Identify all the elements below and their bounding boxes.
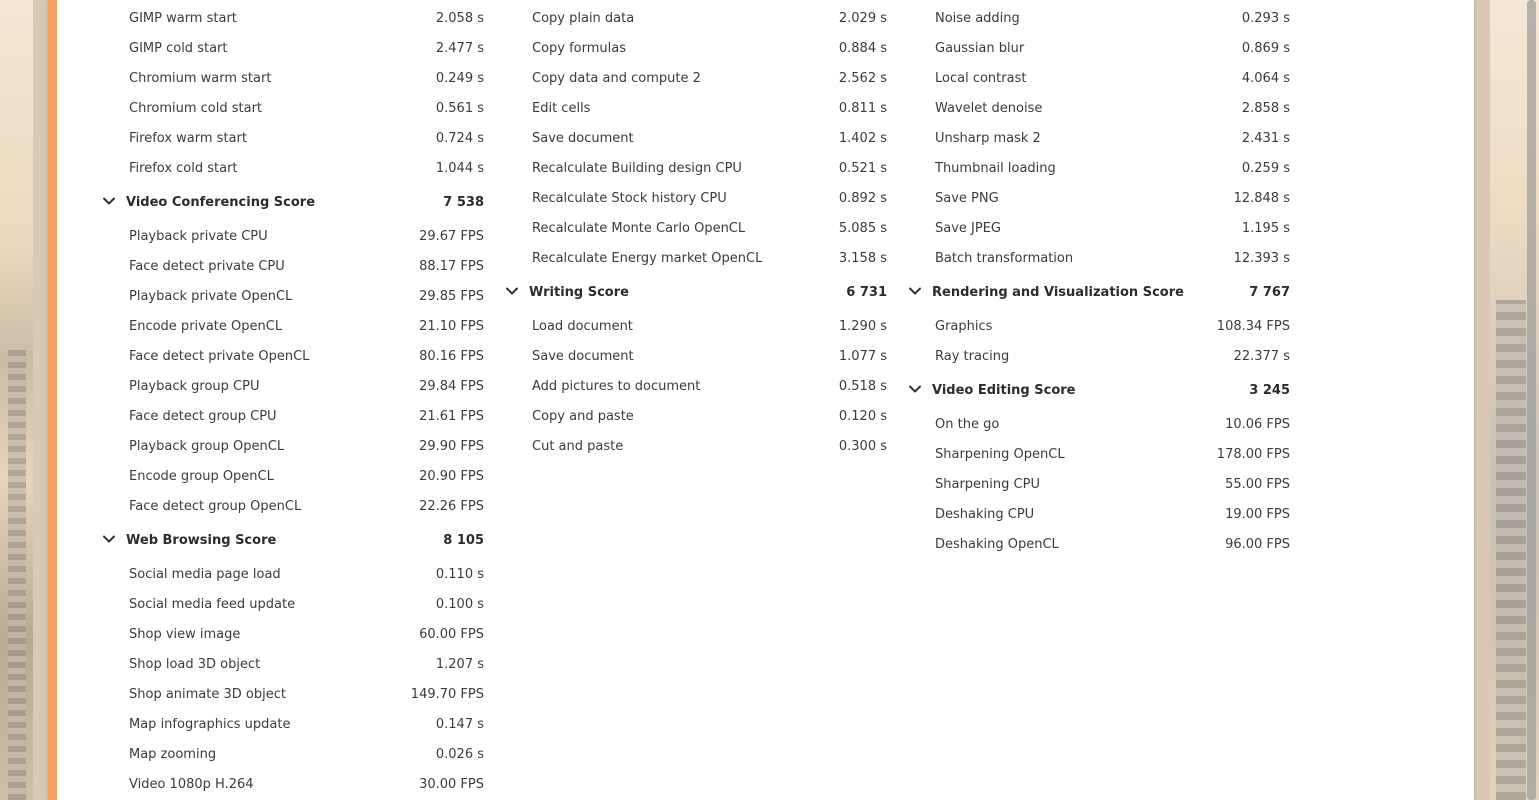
benchmark-row <box>100 461 484 491</box>
score-group-header[interactable] <box>503 273 887 311</box>
benchmark-row <box>906 409 1290 439</box>
benchmark-row <box>100 709 484 739</box>
benchmark-row <box>100 3 484 33</box>
benchmark-value: 20.90 FPS <box>419 468 484 484</box>
benchmark-value: 55.00 FPS <box>1225 476 1290 492</box>
benchmark-value: 3.158 s <box>838 250 887 266</box>
benchmark-value: 0.869 s <box>1241 40 1290 56</box>
benchmark-value: 21.10 FPS <box>419 318 484 334</box>
benchmark-label: GIMP cold start <box>129 40 228 56</box>
benchmark-value: 0.884 s <box>838 40 887 56</box>
benchmark-label: Save document <box>532 130 634 146</box>
benchmark-value: 108.34 FPS <box>1216 318 1290 334</box>
score-group-value: 7 767 <box>1249 284 1290 300</box>
benchmark-value: 21.61 FPS <box>419 408 484 424</box>
benchmark-row <box>503 93 887 123</box>
benchmark-row <box>503 3 887 33</box>
benchmark-row <box>503 63 887 93</box>
score-group-title: Rendering and Visualization Score <box>932 284 1184 300</box>
benchmark-label: Social media feed update <box>129 596 296 612</box>
benchmark-label: GIMP warm start <box>129 10 237 26</box>
benchmark-value: 4.064 s <box>1241 70 1290 86</box>
benchmark-label: Playback group CPU <box>129 378 260 394</box>
benchmark-value: 0.110 s <box>435 566 484 582</box>
benchmark-row <box>503 33 887 63</box>
benchmark-row <box>906 439 1290 469</box>
score-group-header[interactable] <box>906 371 1290 409</box>
benchmark-value: 10.06 FPS <box>1225 416 1290 432</box>
benchmark-label: Sharpening OpenCL <box>935 446 1065 462</box>
benchmark-label: Face detect private CPU <box>129 258 285 274</box>
benchmark-value: 19.00 FPS <box>1225 506 1290 522</box>
benchmark-value: 0.259 s <box>1241 160 1290 176</box>
benchmark-value: 0.300 s <box>838 438 887 454</box>
benchmark-value: 0.892 s <box>838 190 887 206</box>
benchmark-value: 0.100 s <box>435 596 484 612</box>
benchmark-label: Add pictures to document <box>532 378 701 394</box>
benchmark-row <box>100 281 484 311</box>
benchmark-label: Cut and paste <box>532 438 624 454</box>
benchmark-label: Video 1080p H.264 <box>129 776 254 792</box>
benchmark-value: 0.521 s <box>838 160 887 176</box>
benchmark-label: Map infographics update <box>129 716 291 732</box>
benchmark-value: 29.90 FPS <box>419 438 484 454</box>
benchmark-row <box>100 431 484 461</box>
benchmark-row <box>503 431 887 461</box>
benchmark-value: 80.16 FPS <box>419 348 484 364</box>
benchmark-row <box>100 769 484 799</box>
benchmark-label: Recalculate Stock history CPU <box>532 190 727 206</box>
benchmark-row <box>906 311 1290 341</box>
benchmark-row <box>100 33 484 63</box>
benchmark-label: Recalculate Energy market OpenCL <box>532 250 763 266</box>
benchmark-value: 29.84 FPS <box>419 378 484 394</box>
benchmark-label: On the go <box>935 416 1000 432</box>
chevron-down-icon[interactable] <box>102 532 118 548</box>
score-group-title: Writing Score <box>529 284 629 300</box>
benchmark-value: 2.029 s <box>838 10 887 26</box>
score-group-value: 7 538 <box>443 194 484 210</box>
benchmark-row <box>906 63 1290 93</box>
benchmark-label: Social media page load <box>129 566 281 582</box>
benchmark-row <box>906 213 1290 243</box>
benchmark-value: 1.195 s <box>1241 220 1290 236</box>
benchmark-label: Unsharp mask 2 <box>935 130 1041 146</box>
benchmark-row <box>503 243 887 273</box>
benchmark-row <box>906 153 1290 183</box>
benchmark-label: Copy and paste <box>532 408 634 424</box>
score-group-header[interactable] <box>906 273 1290 311</box>
benchmark-label: Noise adding <box>935 10 1020 26</box>
benchmark-value: 0.561 s <box>435 100 484 116</box>
benchmark-label: Face detect group CPU <box>129 408 277 424</box>
benchmark-label: Map zooming <box>129 746 217 762</box>
benchmark-value: 0.293 s <box>1241 10 1290 26</box>
benchmark-value: 0.026 s <box>435 746 484 762</box>
benchmark-label: Shop animate 3D object <box>129 686 286 702</box>
benchmark-label: Sharpening CPU <box>935 476 1040 492</box>
benchmark-value: 22.377 s <box>1233 348 1290 364</box>
results-column-2 <box>503 0 887 461</box>
score-group-header[interactable] <box>100 521 484 559</box>
benchmark-row <box>100 371 484 401</box>
benchmark-value: 1.077 s <box>838 348 887 364</box>
benchmark-value: 1.044 s <box>435 160 484 176</box>
benchmark-value: 22.26 FPS <box>419 498 484 514</box>
benchmark-row <box>100 221 484 251</box>
benchmark-value: 178.00 FPS <box>1216 446 1290 462</box>
benchmark-row <box>906 529 1290 559</box>
benchmark-label: Graphics <box>935 318 993 334</box>
benchmark-value: 29.67 FPS <box>419 228 484 244</box>
benchmark-value: 0.249 s <box>435 70 484 86</box>
benchmark-value: 12.848 s <box>1233 190 1290 206</box>
benchmark-value: 0.724 s <box>435 130 484 146</box>
benchmark-row <box>503 401 887 431</box>
page-scrollbar[interactable] <box>1527 0 1536 800</box>
benchmark-label: Copy plain data <box>532 10 635 26</box>
benchmark-row <box>100 679 484 709</box>
benchmark-row <box>503 153 887 183</box>
benchmark-label: Save document <box>532 348 634 364</box>
benchmark-row <box>906 341 1290 371</box>
benchmark-row <box>906 3 1290 33</box>
benchmark-label: Playback private OpenCL <box>129 288 293 304</box>
benchmark-label: Deshaking CPU <box>935 506 1035 522</box>
benchmark-row <box>906 33 1290 63</box>
benchmark-row <box>100 619 484 649</box>
score-group-title: Video Conferencing Score <box>126 194 316 210</box>
panel-accent-bar <box>48 0 57 800</box>
benchmark-row <box>100 63 484 93</box>
benchmark-value: 12.393 s <box>1233 250 1290 266</box>
benchmark-label: Shop view image <box>129 626 241 642</box>
benchmark-value: 88.17 FPS <box>419 258 484 274</box>
benchmark-label: Batch transformation <box>935 250 1074 266</box>
benchmark-value: 2.058 s <box>435 10 484 26</box>
benchmark-value: 1.290 s <box>838 318 887 334</box>
benchmark-label: Firefox warm start <box>129 130 247 146</box>
benchmark-row <box>100 649 484 679</box>
benchmark-value: 29.85 FPS <box>419 288 484 304</box>
benchmark-row <box>503 123 887 153</box>
benchmark-row <box>503 371 887 401</box>
benchmark-label: Recalculate Building design CPU <box>532 160 742 176</box>
benchmark-row <box>906 93 1290 123</box>
benchmark-row <box>100 123 484 153</box>
score-group-value: 6 731 <box>846 284 887 300</box>
benchmark-row <box>906 243 1290 273</box>
score-group-title: Video Editing Score <box>932 382 1076 398</box>
benchmark-row <box>100 589 484 619</box>
benchmark-row <box>100 93 484 123</box>
benchmark-label: Thumbnail loading <box>935 160 1056 176</box>
benchmark-value: 0.147 s <box>435 716 484 732</box>
benchmark-value: 0.811 s <box>838 100 887 116</box>
chevron-down-icon[interactable] <box>908 382 924 398</box>
benchmark-value: 5.085 s <box>838 220 887 236</box>
chevron-down-icon[interactable] <box>102 194 118 210</box>
benchmark-label: Chromium warm start <box>129 70 272 86</box>
benchmark-row <box>100 739 484 769</box>
benchmark-label: Face detect group OpenCL <box>129 498 302 514</box>
benchmark-value: 0.120 s <box>838 408 887 424</box>
score-group-value: 8 105 <box>443 532 484 548</box>
benchmark-label: Local contrast <box>935 70 1027 86</box>
benchmark-label: Load document <box>532 318 633 334</box>
benchmark-row <box>503 213 887 243</box>
benchmark-value: 0.518 s <box>838 378 887 394</box>
benchmark-row <box>100 491 484 521</box>
benchmark-row <box>906 499 1290 529</box>
benchmark-value: 30.00 FPS <box>419 776 484 792</box>
benchmark-row <box>906 469 1290 499</box>
benchmark-row <box>100 401 484 431</box>
benchmark-value: 2.562 s <box>838 70 887 86</box>
benchmark-label: Encode private OpenCL <box>129 318 283 334</box>
benchmark-label: Face detect private OpenCL <box>129 348 310 364</box>
benchmark-label: Wavelet denoise <box>935 100 1043 116</box>
benchmark-value: 149.70 FPS <box>410 686 484 702</box>
chevron-down-icon[interactable] <box>908 284 924 300</box>
benchmark-label: Save PNG <box>935 190 999 206</box>
benchmark-value: 2.431 s <box>1241 130 1290 146</box>
benchmark-value: 2.477 s <box>435 40 484 56</box>
benchmark-value: 1.402 s <box>838 130 887 146</box>
benchmark-label: Edit cells <box>532 100 591 116</box>
results-column-1 <box>100 0 484 799</box>
benchmark-row <box>906 183 1290 213</box>
benchmark-label: Shop load 3D object <box>129 656 261 672</box>
results-column-3 <box>906 0 1290 559</box>
benchmark-label: Playback private CPU <box>129 228 268 244</box>
benchmark-row <box>503 311 887 341</box>
benchmark-label: Playback group OpenCL <box>129 438 285 454</box>
benchmark-row <box>503 341 887 371</box>
benchmark-label: Firefox cold start <box>129 160 238 176</box>
benchmark-value: 60.00 FPS <box>419 626 484 642</box>
benchmark-value: 1.207 s <box>435 656 484 672</box>
benchmark-label: Encode group OpenCL <box>129 468 274 484</box>
benchmark-label: Save JPEG <box>935 220 1002 236</box>
benchmark-label: Ray tracing <box>935 348 1010 364</box>
benchmark-label: Gaussian blur <box>935 40 1025 56</box>
benchmark-row <box>906 123 1290 153</box>
score-group-value: 3 245 <box>1249 382 1290 398</box>
benchmark-row <box>100 311 484 341</box>
benchmark-row <box>100 559 484 589</box>
benchmark-row <box>100 251 484 281</box>
benchmark-label: Copy formulas <box>532 40 627 56</box>
benchmark-label: Recalculate Monte Carlo OpenCL <box>532 220 746 236</box>
chevron-down-icon[interactable] <box>505 284 521 300</box>
score-group-title: Web Browsing Score <box>126 532 277 548</box>
benchmark-value: 2.858 s <box>1241 100 1290 116</box>
benchmark-row <box>100 153 484 183</box>
background-photo-left <box>0 0 33 800</box>
benchmark-label: Chromium cold start <box>129 100 263 116</box>
benchmark-label: Deshaking OpenCL <box>935 536 1059 552</box>
benchmark-label: Copy data and compute 2 <box>532 70 701 86</box>
benchmark-row <box>503 183 887 213</box>
benchmark-value: 96.00 FPS <box>1225 536 1290 552</box>
benchmark-row <box>100 341 484 371</box>
score-group-header[interactable] <box>100 183 484 221</box>
